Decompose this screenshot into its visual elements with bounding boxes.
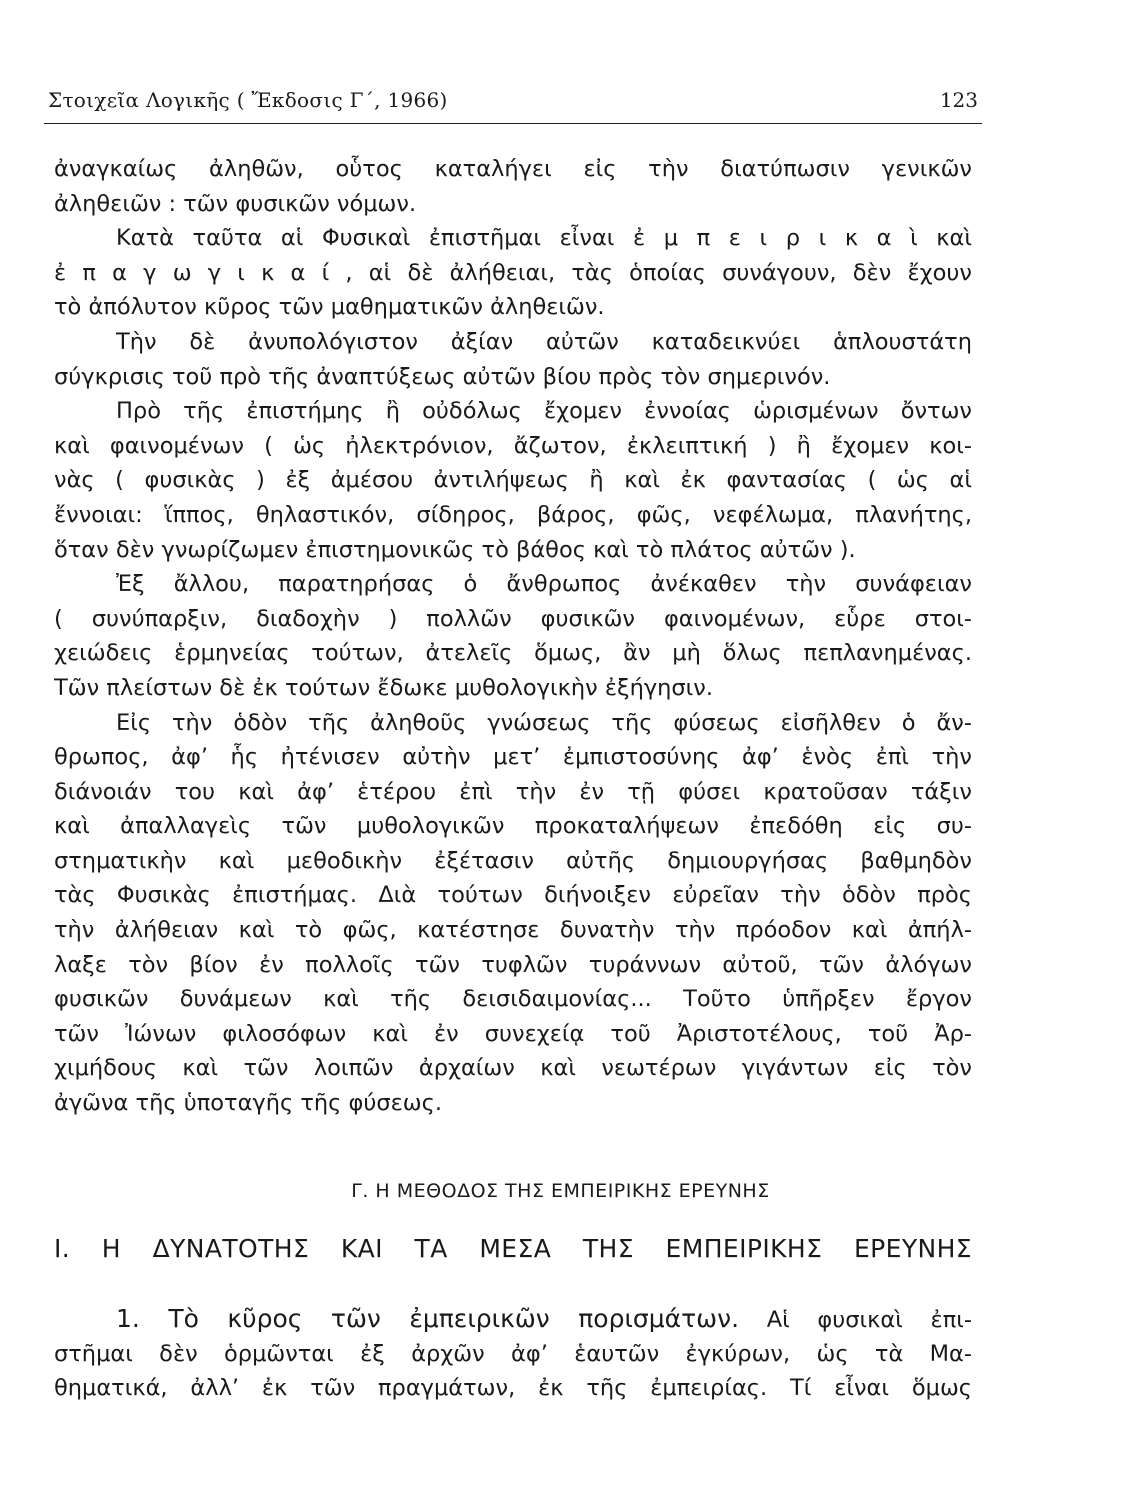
- body-line: Κατὰ ταῦτα αἱ Φυσικαὶ ἐπιστῆμαι εἶναι ἐ μ π ε ι ρ ι κ α ὶ καὶ: [116, 225, 972, 252]
- body-line: ὅταν δὲν γνωρίζωμεν ἐπιστημονικῶς τὸ βάθος καὶ τὸ πλάτος αὐτῶν ).: [54, 536, 856, 563]
- page-header: [48, 88, 978, 116]
- body-line: χειώδεις ἑρμηνείας τούτων, ἀτελεῖς ὅμως, ἂν μὴ ὅλως πεπλανημένας.: [54, 640, 972, 667]
- chapter-subheading: Γ. Η ΜΕΘΟΔΟΣ ΤΗΣ ΕΜΠΕΙΡΙΚΗΣ ΕΡΕΥΝΗΣ: [351, 1180, 770, 1202]
- body-line: χιμήδους καὶ τῶν λοιπῶν ἀρχαίων καὶ νεωτέρων γιγάντων εἰς τὸν: [54, 1055, 972, 1082]
- body-line: καὶ φαινομένων ( ὡς ἠλεκτρόνιον, ἄζωτον, ἐκλειπτική ) ἢ ἔχομεν κοι-: [54, 432, 972, 459]
- body-line: καὶ ἀπαλλαγεὶς τῶν μυθολογικῶν προκαταλήψεων ἐπεδόθη εἰς συ-: [54, 813, 972, 840]
- body-line: ἔννοιαι: ἵππος, θηλαστικόν, σίδηρος, βάρος, φῶς, νεφέλωμα, πλανήτης,: [54, 501, 972, 528]
- body-line: λαξε τὸν βίον ἐν πολλοῖς τῶν τυφλῶν τυράννων αὐτοῦ, τῶν ἀλόγων: [54, 951, 972, 978]
- paragraph-line-text: Αἱ φυσικαὶ ἐπι-: [766, 1307, 972, 1333]
- body-line: στηματικὴν καὶ μεθοδικὴν ἐξέτασιν αὐτῆς δημιουργήσας βαθμηδὸν: [54, 847, 972, 874]
- paragraph-line: στῆμαι δὲν ὁρμῶνται ἐξ ἀρχῶν ἀφ’ ἑαυτῶν ἐγκύρων, ὡς τὰ Μα-: [54, 1340, 972, 1367]
- body-line: ( συνύπαρξιν, διαδοχὴν ) πολλῶν φυσικῶν φαινομένων, εὗρε στοι-: [54, 605, 972, 632]
- body-line: τὴν ἀλήθειαν καὶ τὸ φῶς, κατέστησε δυνατὴν τὴν πρόοδον καὶ ἀπήλ-: [54, 917, 972, 944]
- body-line: τῶν Ἰώνων φιλοσόφων καὶ ἐν συνεχείᾳ τοῦ Ἀριστοτέλους, τοῦ Ἀρ-: [54, 1020, 972, 1047]
- body-line: τὰς Φυσικὰς ἐπιστήμας. Διὰ τούτων διήνοιξεν εὐρεῖαν τὴν ὁδὸν πρὸς: [54, 882, 972, 909]
- body-line: φυσικῶν δυνάμεων καὶ τῆς δεισιδαιμονίας... Τοῦτο ὑπῆρξεν ἔργον: [54, 986, 972, 1013]
- body-line: ἐ π α γ ω γ ι κ α ί , αἱ δὲ ἀλήθειαι, τὰς ὁποίας συνάγουν, δὲν ἔχουν: [54, 259, 972, 286]
- body-line: διάνοιάν του καὶ ἀφ’ ἑτέρου ἐπὶ τὴν ἐν τῇ φύσει κρατοῦσαν τάξιν: [54, 778, 972, 805]
- body-text: [54, 152, 972, 1121]
- body-line: Εἰς τὴν ὁδὸν τῆς ἀληθοῦς γνώσεως τῆς φύσεως εἰσῆλθεν ὁ ἄν-: [116, 709, 972, 736]
- body-line: Ἐξ ἄλλου, παρατηρήσας ὁ ἄνθρωπος ἀνέκαθεν τὴν συνάφειαν: [116, 571, 972, 598]
- body-line: ἀληθειῶν : τῶν φυσικῶν νόμων.: [54, 190, 417, 217]
- paragraph-lead-title: 1. Τὸ κῦρος τῶν ἐμπειρικῶν πορισμάτων.: [116, 1304, 740, 1333]
- body-line: σύγκρισις τοῦ πρὸ τῆς ἀναπτύξεως αὐτῶν βίου πρὸς τὸν σημερινόν.: [54, 363, 831, 390]
- body-line: Τῶν πλείστων δὲ ἐκ τούτων ἔδωκε μυθολογικὴν ἐξήγησιν.: [54, 674, 714, 701]
- running-title: Στοιχεῖα Λογικῆς ( Ἔκδοσις Γ΄, 1966): [48, 88, 448, 112]
- section-paragraph: [54, 1302, 972, 1406]
- body-line: νὰς ( φυσικὰς ) ἐξ ἀμέσου ἀντιλήψεως ἢ καὶ ἐκ φαντασίας ( ὡς αἱ: [54, 467, 972, 494]
- body-line: θρωπος, ἀφ’ ἧς ἠτένισεν αὐτὴν μετ’ ἐμπιστοσύνης ἀφ’ ἑνὸς ἐπὶ τὴν: [54, 744, 972, 771]
- body-line: ἀγῶνα τῆς ὑποταγῆς τῆς φύσεως.: [54, 1090, 442, 1117]
- paragraph-line: θηματικά, ἀλλ’ ἐκ τῶν πραγμάτων, ἐκ τῆς ἐμπειρίας. Τί εἶναι ὅμως: [54, 1375, 972, 1401]
- body-line: Τὴν δὲ ἀνυπολόγιστον ἀξίαν αὐτῶν καταδεικνύει ἁπλουστάτη: [116, 328, 972, 355]
- header-rule: [44, 123, 982, 124]
- body-line: Πρὸ τῆς ἐπιστήμης ἢ οὐδόλως ἔχομεν ἐννοίας ὡρισμένων ὄντων: [116, 398, 972, 425]
- body-line: τὸ ἀπόλυτον κῦρος τῶν μαθηματικῶν ἀληθειῶν.: [54, 294, 605, 321]
- paragraph-line: [54, 1302, 972, 1337]
- body-line: ἀναγκαίως ἀληθῶν, οὗτος καταλήγει εἰς τὴν διατύπωσιν γενικῶν: [54, 156, 972, 182]
- section-heading: Ι. Η ΔΥΝΑΤΟΤΗΣ ΚΑΙ ΤΑ ΜΕΣΑ ΤΗΣ ΕΜΠΕΙΡΙΚΗΣ ΕΡΕΥΝΗΣ: [54, 1234, 972, 1263]
- page-number: 123: [939, 88, 978, 112]
